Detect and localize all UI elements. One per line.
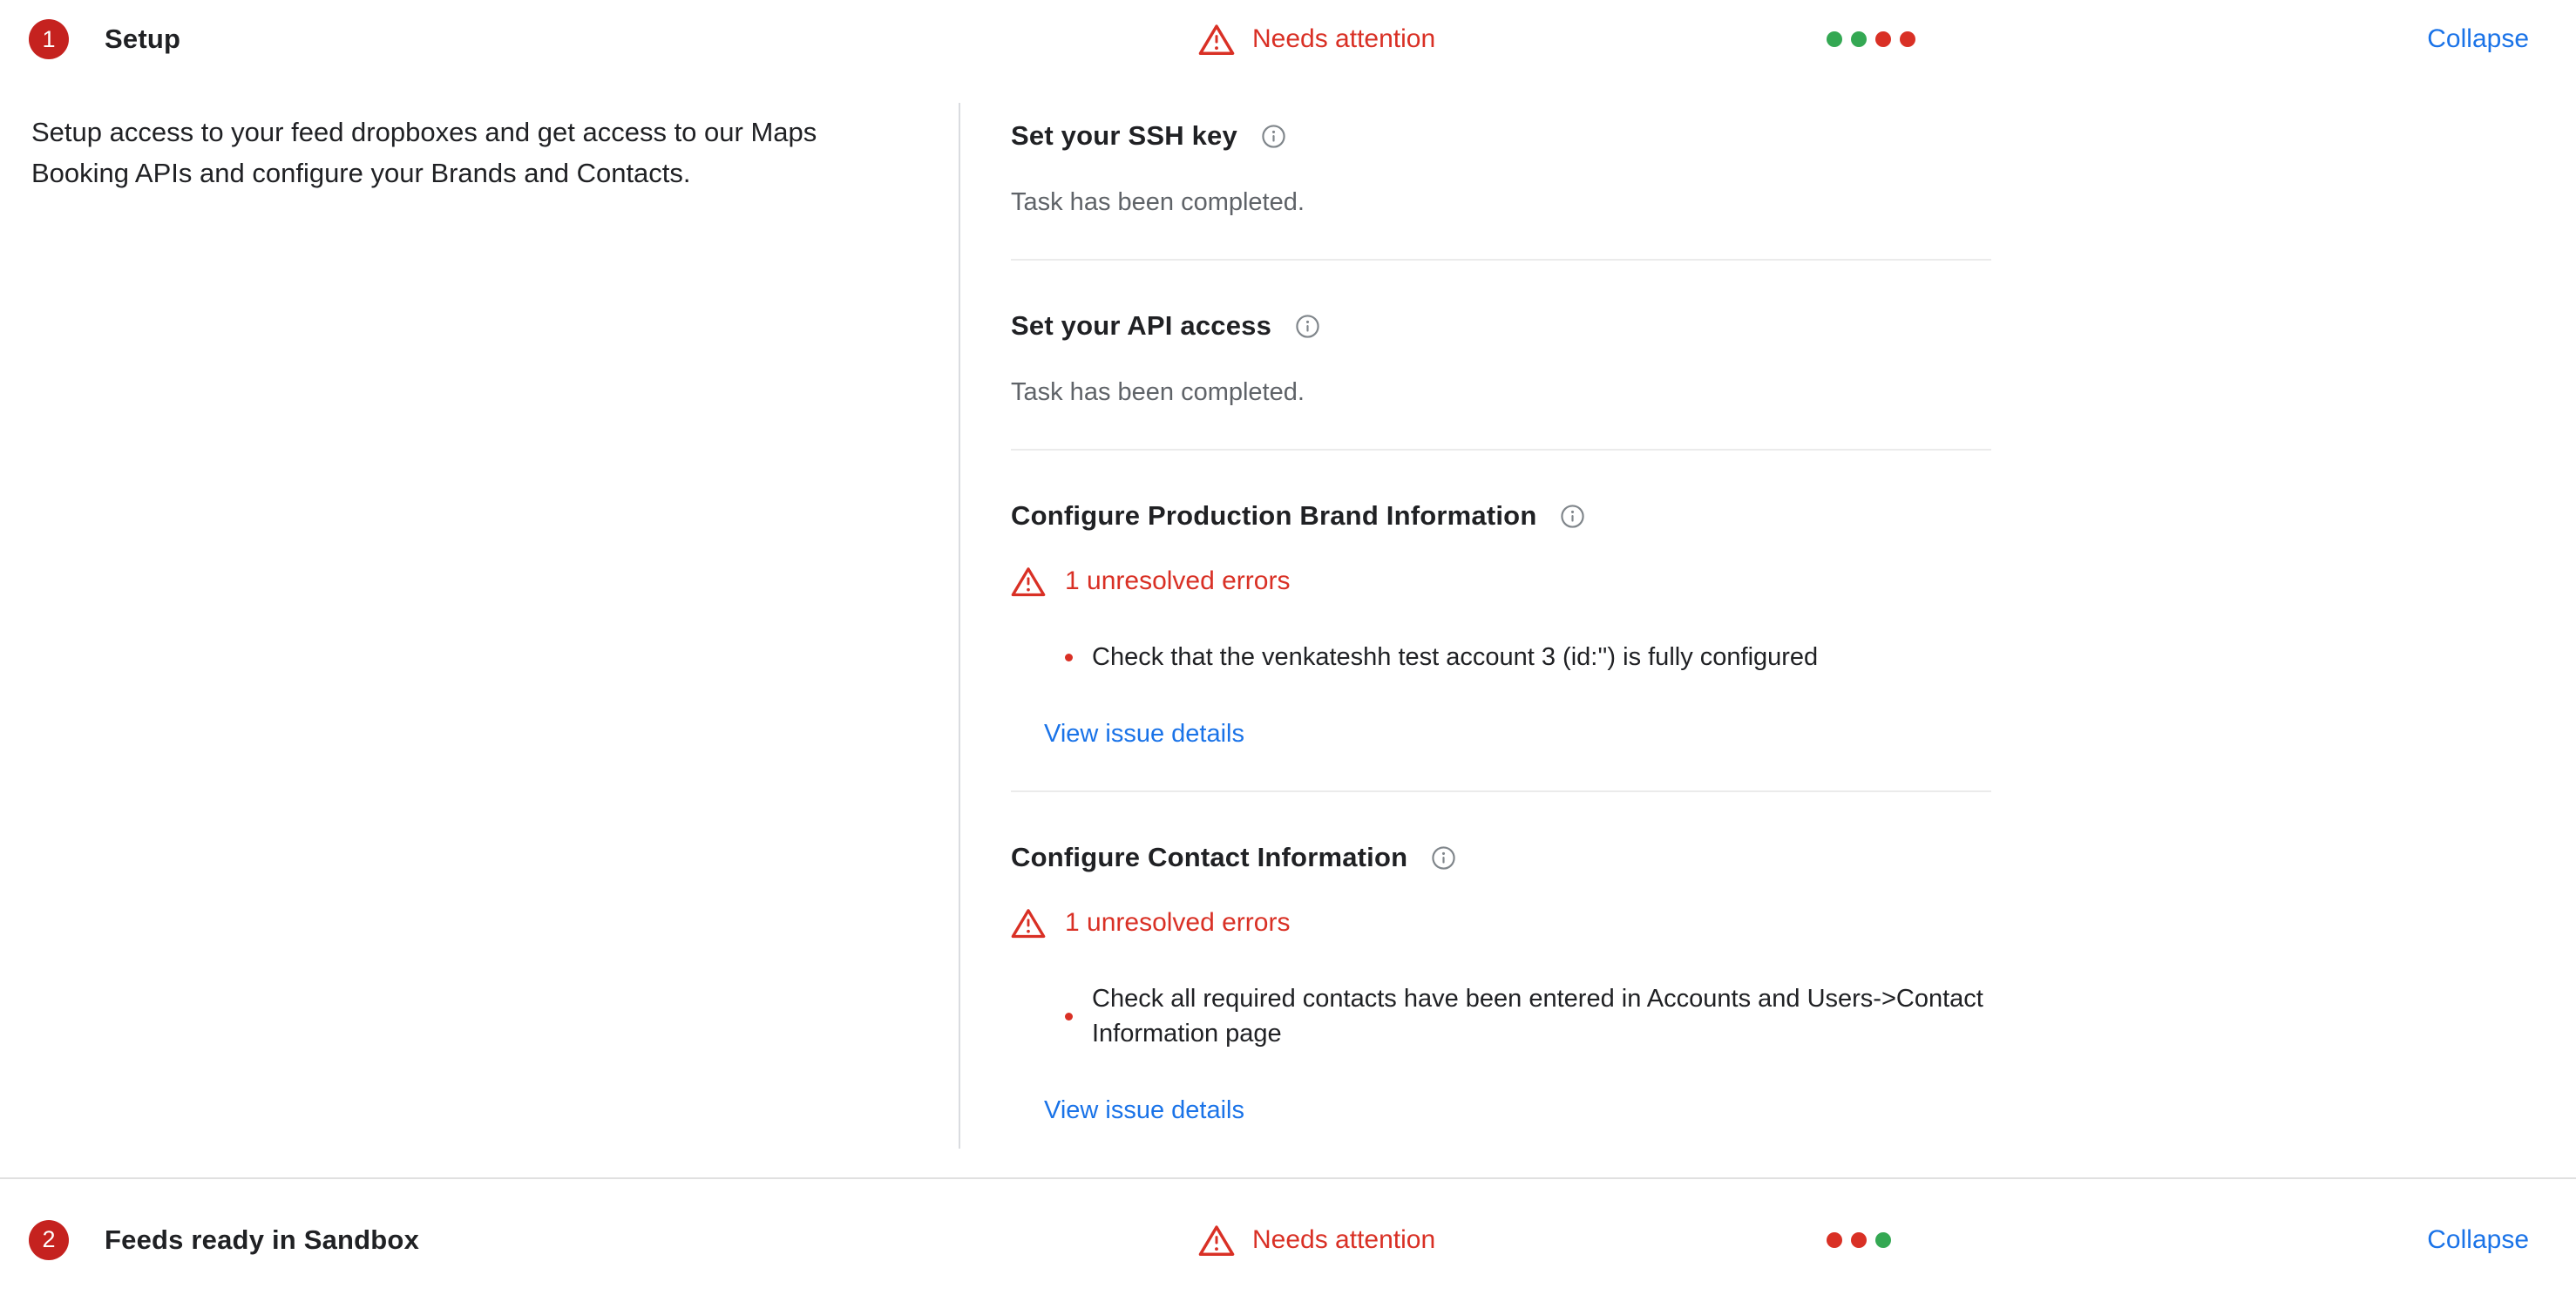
collapse-button[interactable]: Collapse: [2427, 1224, 2529, 1254]
task-status-text: Task has been completed.: [1011, 378, 1305, 406]
section-setup-body: [0, 78, 2576, 1149]
status-dot-green: [1851, 31, 1867, 47]
status-text: Needs attention: [1252, 1224, 1436, 1254]
status-needs-attention: [1198, 22, 1435, 57]
status-dot-red: [1900, 31, 1915, 47]
status-text: Needs attention: [1252, 24, 1436, 53]
status-dots: [1827, 31, 1915, 47]
info-icon[interactable]: [1560, 504, 1585, 529]
status-dots: [1827, 1232, 1891, 1248]
unresolved-errors-row: [1011, 906, 1991, 939]
unresolved-errors-row: [1011, 565, 1991, 598]
warning-triangle-icon: [1198, 22, 1235, 57]
bullet-icon: [1065, 1013, 1073, 1021]
task-contact-information: [1011, 792, 1991, 1125]
step-number-badge: 1: [29, 19, 69, 59]
status-dot-green: [1827, 31, 1842, 47]
status-dot-red: [1875, 31, 1891, 47]
status-needs-attention: [1198, 1223, 1435, 1258]
task-list: [959, 78, 2576, 1149]
info-icon[interactable]: [1295, 314, 1320, 339]
issue-text: Check all required contacts have been entered in Accounts and Users->Contact Information page: [1092, 985, 1983, 1048]
task-status-text: Task has been completed.: [1011, 188, 1305, 216]
status-dot-green: [1875, 1232, 1891, 1248]
task-production-brand-information: [1011, 451, 1991, 792]
info-icon[interactable]: [1261, 124, 1286, 149]
warning-triangle-icon: [1011, 565, 1046, 598]
task-title: Configure Contact Information: [1011, 842, 1408, 872]
step-number-badge: 2: [29, 1220, 69, 1260]
warning-triangle-icon: [1198, 1223, 1235, 1258]
info-icon[interactable]: [1431, 845, 1456, 871]
section-setup-header: [0, 0, 2576, 78]
task-title: Set your SSH key: [1011, 120, 1237, 151]
step-title: Feeds ready in Sandbox: [105, 1224, 420, 1255]
view-issue-details-link[interactable]: View issue details: [1044, 720, 1244, 748]
vertical-divider: [959, 103, 960, 1149]
status-dot-red: [1827, 1232, 1842, 1248]
view-issue-details-link[interactable]: View issue details: [1044, 1096, 1244, 1124]
issue-text: Check that the venkateshh test account 3 (id:'') is fully configured: [1092, 643, 1819, 671]
section-description-column: [0, 78, 959, 1149]
task-title: Configure Production Brand Information: [1011, 500, 1537, 531]
task-api-access: [1011, 261, 1991, 451]
status-dot-red: [1851, 1232, 1867, 1248]
collapse-button[interactable]: Collapse: [2427, 24, 2529, 53]
issue-item: [1065, 640, 1991, 675]
section-feeds-header: [0, 1179, 2576, 1300]
section-description: Setup access to your feed dropboxes and get access to our Maps Booking APIs and configure your Brands and Contacts.: [31, 117, 817, 188]
warning-triangle-icon: [1011, 906, 1046, 939]
error-summary-text: 1 unresolved errors: [1065, 908, 1291, 937]
task-ssh-key: [1011, 120, 1991, 261]
section-feeds-sandbox: [0, 1179, 2576, 1300]
issue-item: [1065, 981, 1991, 1051]
bullet-icon: [1065, 654, 1073, 661]
step-title: Setup: [105, 24, 181, 54]
error-summary-text: 1 unresolved errors: [1065, 566, 1291, 595]
task-title: Set your API access: [1011, 310, 1272, 341]
